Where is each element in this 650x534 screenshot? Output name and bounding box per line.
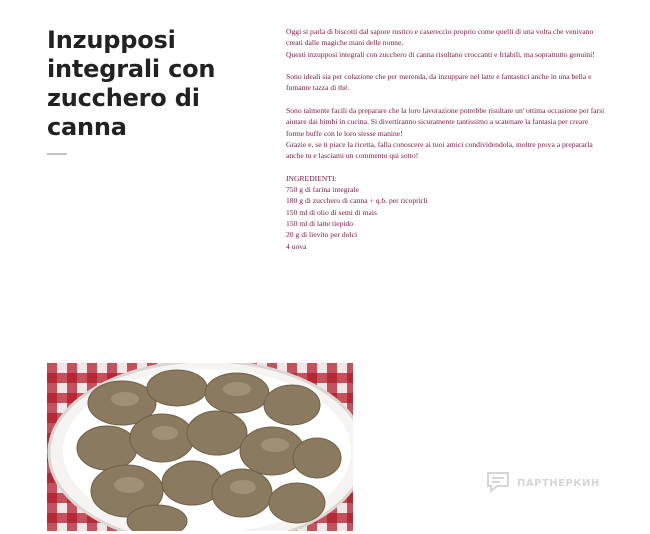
- paragraph-breakfast: Sono ideali sia per colazione che per merenda, da inzuppare nel latte e fantastici anche in una bella e fumante tazza di thé.: [286, 72, 592, 93]
- chat-bubble-icon: [485, 471, 511, 496]
- ingredient-item: 750 g di farina integrale: [286, 185, 359, 195]
- ingredient-item: 180 g di zucchero di canna + q.b. per ricoprirli: [286, 196, 428, 206]
- paragraph-spacer: [286, 60, 606, 71]
- paragraph-spacer: [286, 94, 606, 105]
- article-body: [286, 26, 606, 252]
- ingredient-item: 150 ml di olio di semi di mais: [286, 207, 377, 217]
- paragraph-intro: Oggi si parla di biscotti dal sapore rustico e casereccio proprio come quelli di una volta che venivano creati dalle magiche mani delle nonne.: [286, 27, 594, 48]
- paragraph-spacer: [286, 162, 606, 173]
- ingredient-item: 4 uova: [286, 241, 307, 251]
- ingredients-heading: INGREDIENTI:: [286, 173, 337, 183]
- ingredient-item: 150 ml di latte tiepido: [286, 219, 354, 229]
- partner-watermark: [485, 471, 600, 496]
- title-divider: [47, 153, 67, 155]
- recipe-title: Inzupposi integrali con zucchero di canna: [47, 26, 216, 141]
- ingredient-item: 20 g di lievito per dolci: [286, 230, 358, 240]
- watermark-label: ПАРТНЕРКИН: [517, 478, 600, 489]
- cookies-plate-illustration: [47, 363, 353, 531]
- paragraph-crunchy: Questi inzupposi integrali con zucchero di canna risultano croccanti e friabili, ma soprattutto genuini!: [286, 49, 595, 59]
- paragraph-share: Grazie e, se ti piace la ricetta, falla conoscere ai tuoi amici condividendola, inoltre prova a prepararla anche tu e lasciami un commento qui sotto!: [286, 139, 593, 161]
- recipe-photo: [47, 363, 353, 531]
- paragraph-kids: Sono talmente facili da preparare che la loro lavorazione potrebbe risultare un' ottima occasione per farsi aiutare dai bimbi in cucina. Si divertiranno sicuramente tantissimo a scatenare la fantasia per creare forme buffe con le loro stesse manine!: [286, 106, 605, 138]
